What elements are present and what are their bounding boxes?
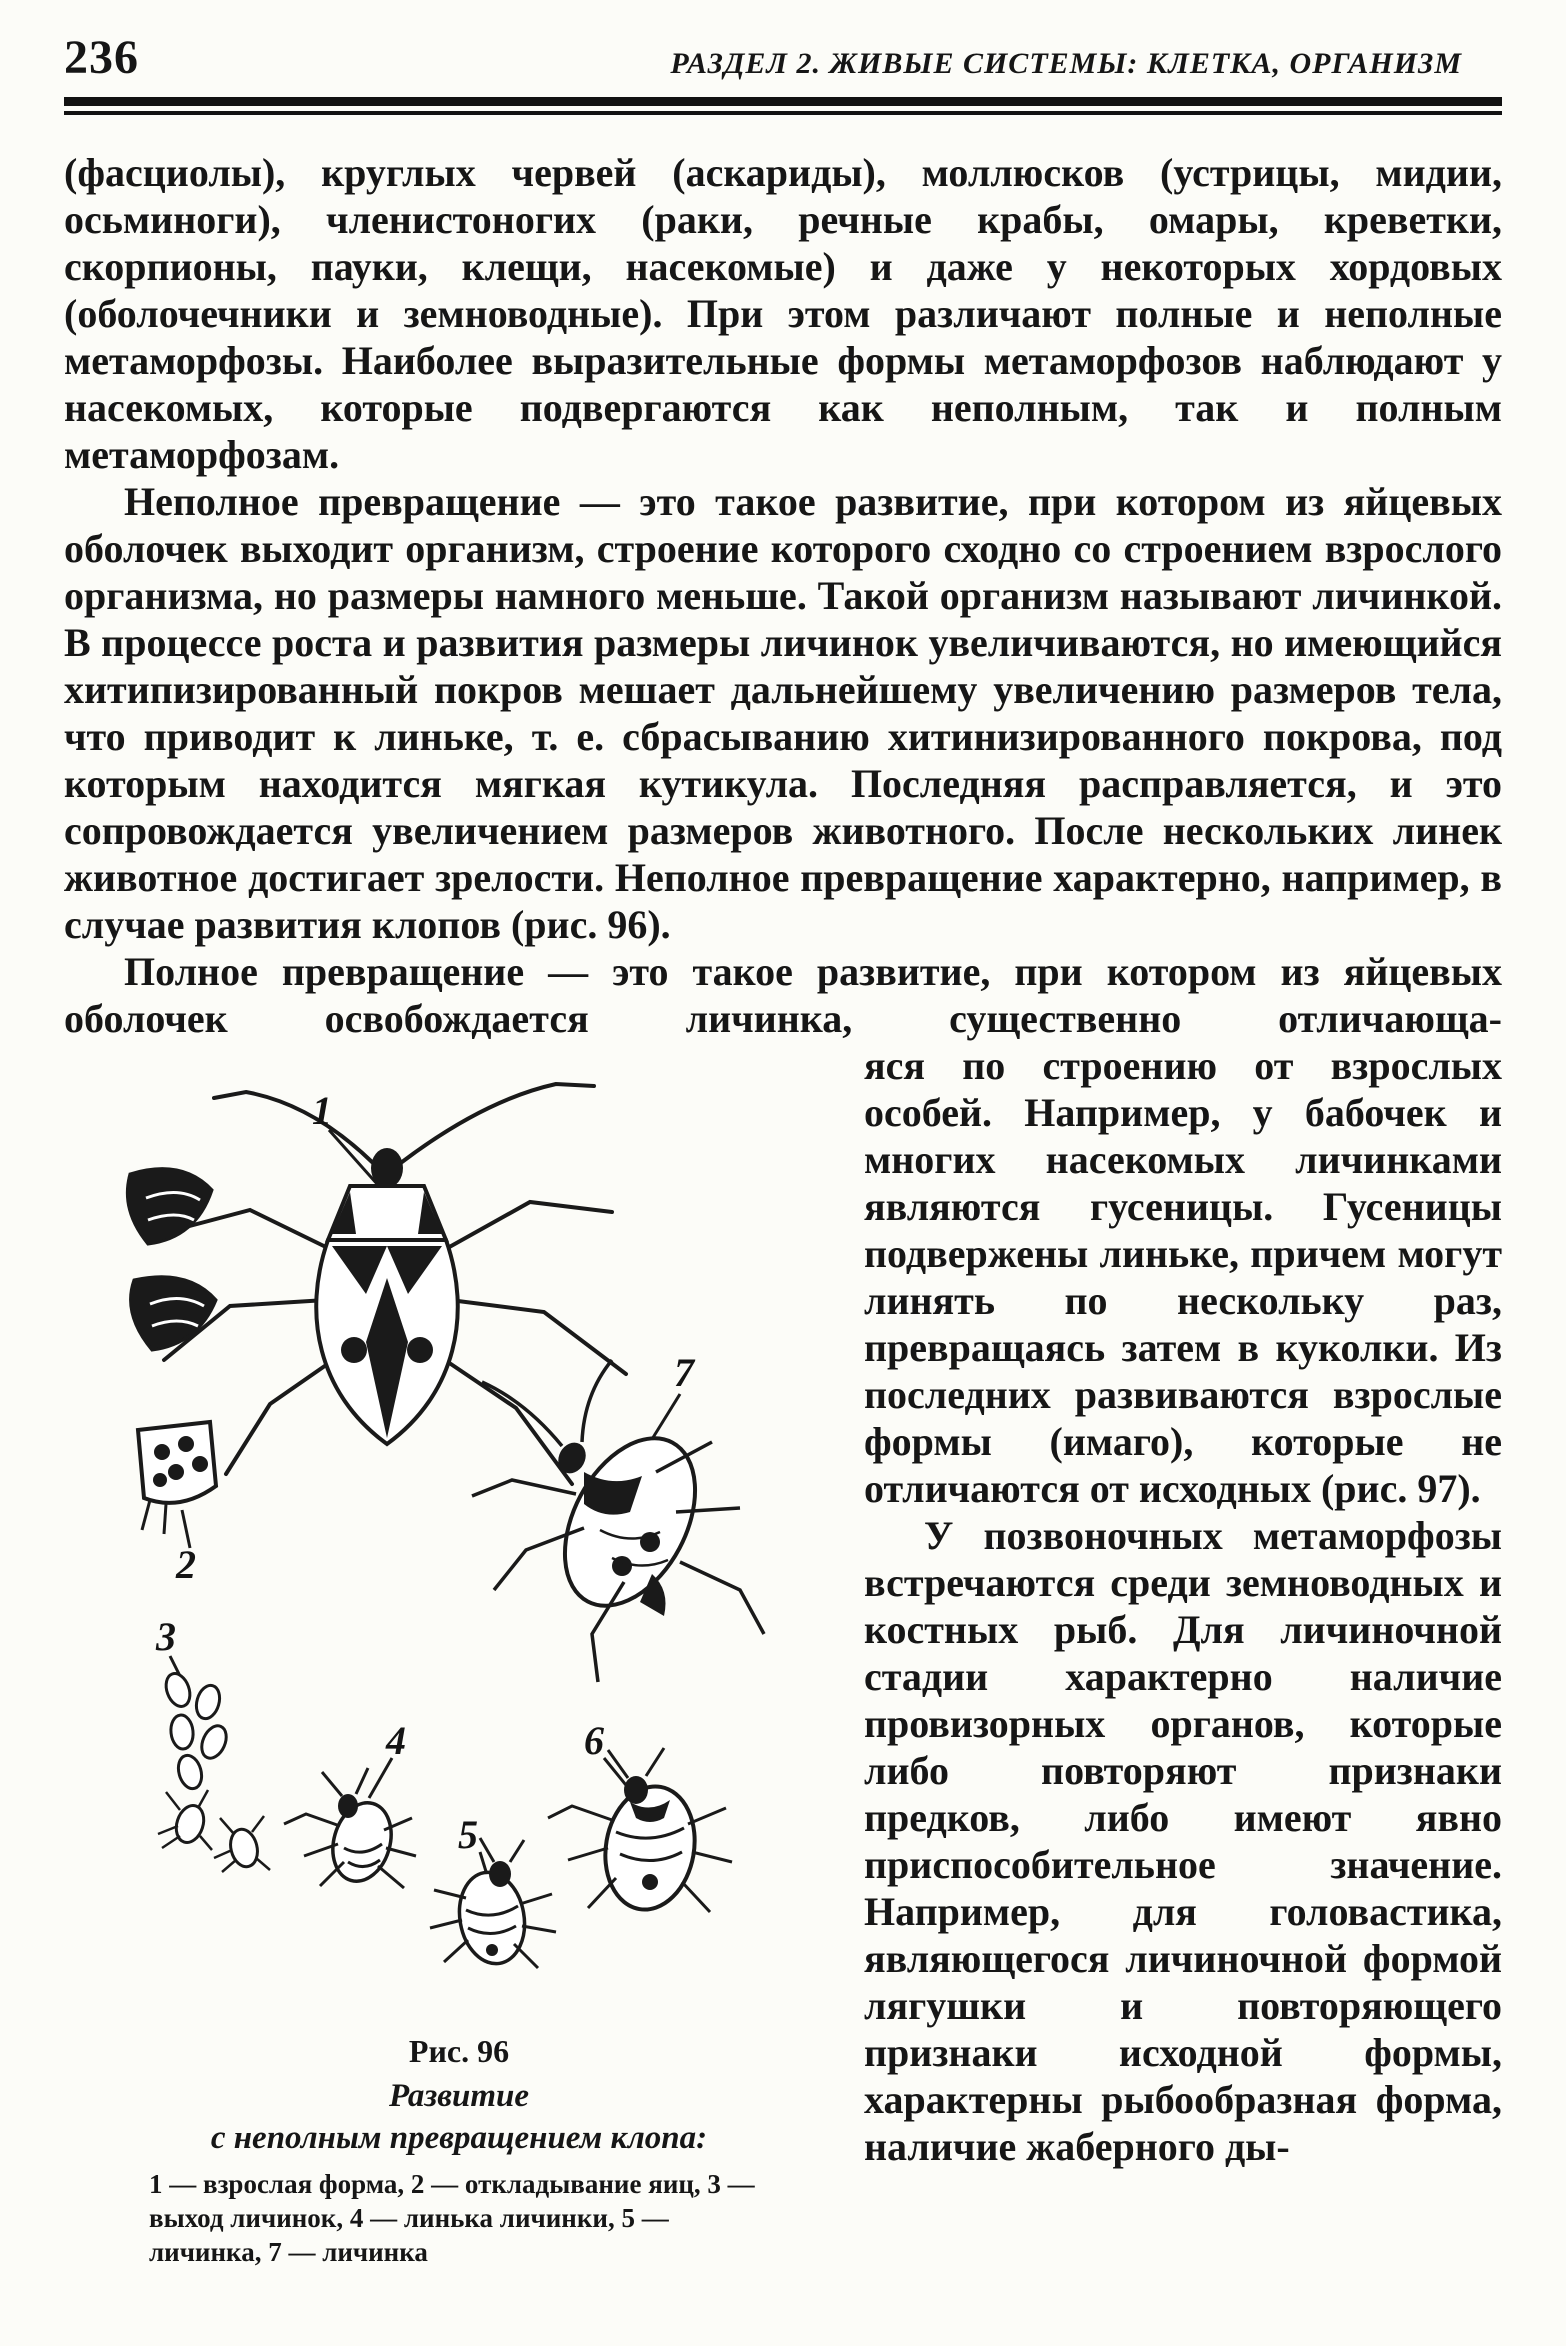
figure-label-7: 7 xyxy=(674,1350,694,1395)
paragraph-2: Неполное превращение — это такое развитие, при котором из яйцевых оболочек выходит организм, строение которого сходно со строением взрослого организма, но размеры намного меньше. Такой организм называют личинкой. В процессе роста и развития размеры личинок увеличиваются, но имеющийся хитипизированный покров мешает дальнейшему увеличению размеров тела, что приводит к линьке, т. е. сбрасыванию хитинизированного покрова, под которым находится мягкая кутикула. Последняя расправляется, и это сопровождается увеличением размеров животного. После нескольких линек животное достигает зрелости. Неполное превращение характерно, например, в случае развития клопов (рис. 96). xyxy=(64,479,1502,947)
running-header: РАЗДЕЛ 2. ЖИВЫЕ СИСТЕМЫ: КЛЕТКА, ОРГАНИЗМ xyxy=(670,47,1462,80)
paragraph-1: (фасциолы), круглых червей (аскариды), моллюсков (устрицы, мидии, осьминоги), членистоногих (раки, речные крабы, омары, креветки, скорпионы, пауки, клещи, насекомые) и даже у некоторых хордовых (оболочечники и земноводные). При этом различают полные и неполные метаморфозы. Наиболее выразительные формы метаморфозов наблюдают у насекомых, которые подвергаются как неполным, так и полным метаморфозам. xyxy=(64,150,1502,477)
paragraph-3-start: Полное превращение — это такое развитие, при котором из яйцевых оболочек освобождается личинка, существенно отличающа- xyxy=(64,949,1502,1041)
figure-caption-legend: 1 — взрослая форма, 2 — откладывание яиц, 3 — выход личинок, 4 — линька личинки, 5 — личинка, 7 — личинка xyxy=(149,2169,755,2267)
paragraph-3-continued: яся по строению от взрослых особей. Например, у бабочек и многих насекомых личинками являются гусеницы. Гусеницы подвержены линьке, причем могут линять по нескольку раз, превращаясь затем в куколки. Из последних развиваются взрослые формы (имаго), которые не отличаются от исходных (рис. 97). xyxy=(864,1043,1502,1511)
figure-96 xyxy=(64,1042,854,2269)
figure-illustration xyxy=(64,1042,844,2022)
figure-label-3: 3 xyxy=(156,1614,176,1659)
figure-text-columns xyxy=(64,1042,1502,2269)
figure-caption-number: Рис. 96 xyxy=(408,2033,510,2069)
page-header xyxy=(64,30,1502,85)
page-body xyxy=(64,149,1502,2269)
figure-label-2: 2 xyxy=(176,1542,196,1587)
figure-label-1: 1 xyxy=(312,1088,332,1133)
bug-lifecycle-drawing xyxy=(64,1042,844,2022)
figure-label-6: 6 xyxy=(584,1718,604,1763)
figure-caption xyxy=(64,2028,854,2269)
paragraph-4: У позвоночных метаморфозы встречаются среди земноводных и костных рыб. Для личиночной стадии характерно наличие провизорных органов, которые либо повторяют признаки предков, либо имеют явно приспособительное значение. Например, для головастика, являющегося личиночной формой лягушки и повторяющего признаки исходной формы, характерны рыбообразная форма, наличие жаберного ды- xyxy=(864,1513,1502,2169)
header-rule-thick xyxy=(64,97,1502,106)
figure-caption-title-line1: Развитие xyxy=(388,2078,530,2114)
text-column xyxy=(864,1042,1502,2170)
figure-label-5: 5 xyxy=(458,1812,478,1857)
page-number: 236 xyxy=(64,31,139,84)
figure-caption-title-line2: с неполным превращением клопа: xyxy=(210,2120,708,2156)
figure-label-4: 4 xyxy=(386,1718,406,1763)
header-rule-thin xyxy=(64,111,1502,115)
